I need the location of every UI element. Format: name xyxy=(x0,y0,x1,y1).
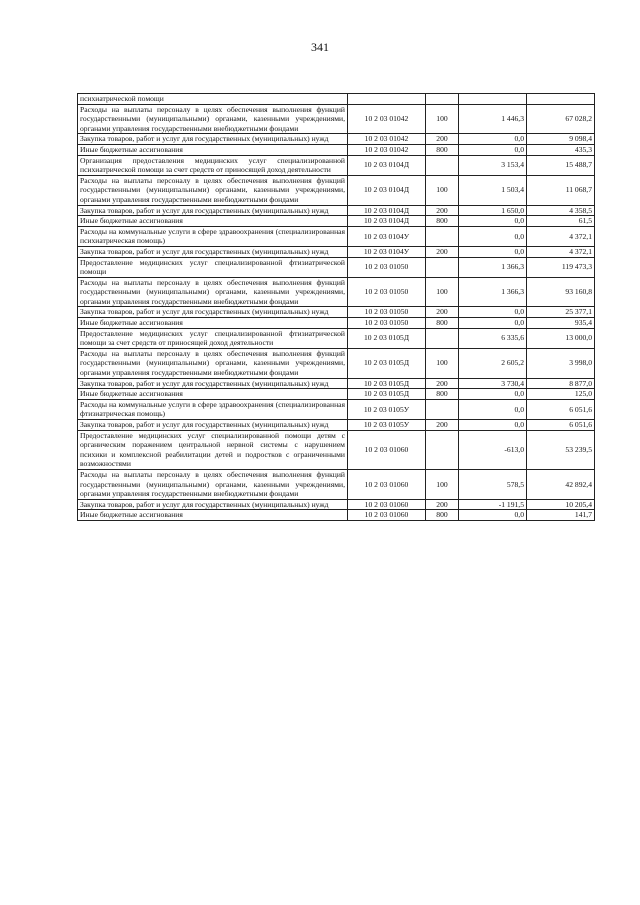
target-article-code-cell: 10 2 03 0104Д xyxy=(348,216,426,227)
table-row xyxy=(78,246,595,257)
table-row xyxy=(78,155,595,175)
table-row xyxy=(78,348,595,378)
expense-type-cell: 800 xyxy=(426,216,459,227)
target-article-code-cell: 10 2 03 0104Д xyxy=(348,155,426,175)
target-article-code-cell: 10 2 03 0105У xyxy=(348,420,426,431)
table-row xyxy=(78,104,595,134)
change-amount-cell: 0,0 xyxy=(459,318,527,329)
total-amount-cell: 4 372,1 xyxy=(527,246,595,257)
change-amount-cell: 0,0 xyxy=(459,307,527,318)
target-article-code-cell: 10 2 03 0105Д xyxy=(348,389,426,400)
expense-type-cell: 100 xyxy=(426,469,459,499)
target-article-code-cell: 10 2 03 0104Д xyxy=(348,175,426,205)
expense-type-cell xyxy=(426,94,459,105)
table-row xyxy=(78,510,595,521)
change-amount-cell: 0,0 xyxy=(459,420,527,431)
change-amount-cell: 3 153,4 xyxy=(459,155,527,175)
change-amount-cell: 6 335,6 xyxy=(459,328,527,348)
expense-type-cell: 100 xyxy=(426,175,459,205)
target-article-code-cell: 10 2 03 01050 xyxy=(348,257,426,277)
expense-name-cell: Иные бюджетные ассигнования xyxy=(78,510,348,521)
change-amount-cell: 1 366,3 xyxy=(459,257,527,277)
change-amount-cell: 0,0 xyxy=(459,216,527,227)
expense-name-cell: Закупка товаров, работ и услуг для государственных (муниципальных) нужд xyxy=(78,378,348,389)
expense-type-cell: 100 xyxy=(426,277,459,307)
expense-type-cell: 800 xyxy=(426,318,459,329)
change-amount-cell: -1 191,5 xyxy=(459,499,527,510)
table-row xyxy=(78,205,595,216)
change-amount-cell: 1 503,4 xyxy=(459,175,527,205)
expense-type-cell: 200 xyxy=(426,420,459,431)
table-row xyxy=(78,277,595,307)
table-row xyxy=(78,134,595,145)
table-row xyxy=(78,420,595,431)
table-row xyxy=(78,328,595,348)
target-article-code-cell: 10 2 03 0104У xyxy=(348,226,426,246)
target-article-code-cell: 10 2 03 01060 xyxy=(348,469,426,499)
change-amount-cell: -613,0 xyxy=(459,430,527,469)
target-article-code-cell: 10 2 03 01042 xyxy=(348,134,426,145)
table-row xyxy=(78,94,595,105)
expense-type-cell: 200 xyxy=(426,205,459,216)
expense-name-cell: Закупка товаров, работ и услуг для государственных (муниципальных) нужд xyxy=(78,307,348,318)
expense-name-cell: Иные бюджетные ассигнования xyxy=(78,144,348,155)
expense-type-cell xyxy=(426,430,459,469)
expense-type-cell: 200 xyxy=(426,307,459,318)
table-row xyxy=(78,499,595,510)
change-amount-cell: 0,0 xyxy=(459,134,527,145)
table-row xyxy=(78,226,595,246)
target-article-code-cell: 10 2 03 01042 xyxy=(348,104,426,134)
expense-type-cell xyxy=(426,155,459,175)
target-article-code-cell: 10 2 03 0105Д xyxy=(348,328,426,348)
expense-name-cell: Закупка товаров, работ и услуг для государственных (муниципальных) нужд xyxy=(78,420,348,431)
page-number: 341 xyxy=(311,40,329,54)
table-row xyxy=(78,175,595,205)
target-article-code-cell: 10 2 03 0104Д xyxy=(348,205,426,216)
expense-name-cell: Расходы на выплаты персоналу в целях обеспечения выполнения функций государственными (муниципальными) органами, казенными учреждениями, органами управления государственными внебюджетными фондами xyxy=(78,104,348,134)
target-article-code-cell xyxy=(348,94,426,105)
total-amount-cell: 935,4 xyxy=(527,318,595,329)
total-amount-cell: 141,7 xyxy=(527,510,595,521)
table-row xyxy=(78,399,595,419)
change-amount-cell: 2 605,2 xyxy=(459,348,527,378)
table-row xyxy=(78,257,595,277)
expense-name-cell: Организация предоставления медицинских услуг специализированной психиатрической помощи за счет средств от приносящей доход деятельности xyxy=(78,155,348,175)
expense-name-cell: Расходы на коммунальные услуги в сфере здравоохранения (специализированная психиатрическая помощь) xyxy=(78,226,348,246)
total-amount-cell: 4 372,1 xyxy=(527,226,595,246)
table-row xyxy=(78,307,595,318)
expense-name-cell: Закупка товаров, работ и услуг для государственных (муниципальных) нужд xyxy=(78,499,348,510)
target-article-code-cell: 10 2 03 01050 xyxy=(348,277,426,307)
target-article-code-cell: 10 2 03 0105Д xyxy=(348,348,426,378)
table-row xyxy=(78,318,595,329)
table-row xyxy=(78,430,595,469)
target-article-code-cell: 10 2 03 01060 xyxy=(348,510,426,521)
target-article-code-cell: 10 2 03 01050 xyxy=(348,318,426,329)
expense-name-cell: психиатрической помощи xyxy=(78,94,348,105)
expense-type-cell: 100 xyxy=(426,348,459,378)
expense-type-cell: 800 xyxy=(426,510,459,521)
expense-name-cell: Расходы на выплаты персоналу в целях обеспечения выполнения функций государственными (муниципальными) органами, казенными учреждениями, органами управления государственными внебюджетными фондами xyxy=(78,469,348,499)
expense-type-cell: 100 xyxy=(426,104,459,134)
expense-type-cell: 800 xyxy=(426,389,459,400)
total-amount-cell: 25 377,1 xyxy=(527,307,595,318)
total-amount-cell: 8 877,0 xyxy=(527,378,595,389)
expense-name-cell: Предоставление медицинских услуг специализированной фтизиатрической помощи xyxy=(78,257,348,277)
table-row xyxy=(78,389,595,400)
expense-name-cell: Закупка товаров, работ и услуг для государственных (муниципальных) нужд xyxy=(78,134,348,145)
expense-type-cell: 200 xyxy=(426,499,459,510)
expense-name-cell: Иные бюджетные ассигнования xyxy=(78,389,348,400)
target-article-code-cell: 10 2 03 01042 xyxy=(348,144,426,155)
expense-name-cell: Расходы на выплаты персоналу в целях обеспечения выполнения функций государственными (муниципальными) органами, казенными учреждениями, органами управления государственными внебюджетными фондами xyxy=(78,277,348,307)
change-amount-cell: 0,0 xyxy=(459,226,527,246)
change-amount-cell: 0,0 xyxy=(459,399,527,419)
total-amount-cell: 6 051,6 xyxy=(527,420,595,431)
total-amount-cell: 6 051,6 xyxy=(527,399,595,419)
expense-name-cell: Предоставление медицинских услуг специализированной фтизиатрической помощи за счет средств от приносящей доход деятельности xyxy=(78,328,348,348)
total-amount-cell: 11 068,7 xyxy=(527,175,595,205)
change-amount-cell: 1 446,3 xyxy=(459,104,527,134)
total-amount-cell xyxy=(527,94,595,105)
expense-name-cell: Расходы на выплаты персоналу в целях обеспечения выполнения функций государственными (муниципальными) органами, казенными учреждениями, органами управления государственными внебюджетными фондами xyxy=(78,175,348,205)
expense-type-cell xyxy=(426,226,459,246)
target-article-code-cell: 10 2 03 01050 xyxy=(348,307,426,318)
total-amount-cell: 9 098,4 xyxy=(527,134,595,145)
total-amount-cell: 61,5 xyxy=(527,216,595,227)
change-amount-cell: 0,0 xyxy=(459,510,527,521)
change-amount-cell: 1 650,0 xyxy=(459,205,527,216)
target-article-code-cell: 10 2 03 0105Д xyxy=(348,378,426,389)
table-row xyxy=(78,144,595,155)
total-amount-cell: 67 028,2 xyxy=(527,104,595,134)
expense-type-cell: 200 xyxy=(426,246,459,257)
expense-name-cell: Иные бюджетные ассигнования xyxy=(78,318,348,329)
expense-type-cell: 200 xyxy=(426,378,459,389)
change-amount-cell xyxy=(459,94,527,105)
expense-name-cell: Расходы на выплаты персоналу в целях обеспечения выполнения функций государственными (муниципальными) органами, казенными учреждениями, органами управления государственными внебюджетными фондами xyxy=(78,348,348,378)
table-row xyxy=(78,469,595,499)
total-amount-cell: 119 473,3 xyxy=(527,257,595,277)
table-row xyxy=(78,216,595,227)
target-article-code-cell: 10 2 03 01060 xyxy=(348,499,426,510)
total-amount-cell: 125,0 xyxy=(527,389,595,400)
expense-name-cell: Расходы на коммунальные услуги в сфере здравоохранения (специализированная фтизиатрическая помощь) xyxy=(78,399,348,419)
total-amount-cell: 435,3 xyxy=(527,144,595,155)
total-amount-cell: 15 488,7 xyxy=(527,155,595,175)
table-row xyxy=(78,378,595,389)
change-amount-cell: 3 730,4 xyxy=(459,378,527,389)
expense-type-cell xyxy=(426,257,459,277)
total-amount-cell: 93 160,8 xyxy=(527,277,595,307)
expense-name-cell: Иные бюджетные ассигнования xyxy=(78,216,348,227)
target-article-code-cell: 10 2 03 01060 xyxy=(348,430,426,469)
total-amount-cell: 53 239,5 xyxy=(527,430,595,469)
budget-table-body xyxy=(78,94,595,521)
expense-type-cell xyxy=(426,399,459,419)
total-amount-cell: 42 892,4 xyxy=(527,469,595,499)
expense-type-cell: 200 xyxy=(426,134,459,145)
total-amount-cell: 4 358,5 xyxy=(527,205,595,216)
total-amount-cell: 3 998,0 xyxy=(527,348,595,378)
target-article-code-cell: 10 2 03 0104У xyxy=(348,246,426,257)
total-amount-cell: 13 000,0 xyxy=(527,328,595,348)
expense-name-cell: Закупка товаров, работ и услуг для государственных (муниципальных) нужд xyxy=(78,205,348,216)
change-amount-cell: 0,0 xyxy=(459,246,527,257)
expense-type-cell xyxy=(426,328,459,348)
change-amount-cell: 578,5 xyxy=(459,469,527,499)
change-amount-cell: 0,0 xyxy=(459,144,527,155)
total-amount-cell: 10 205,4 xyxy=(527,499,595,510)
change-amount-cell: 1 366,3 xyxy=(459,277,527,307)
expense-name-cell: Предоставление медицинских услуг специализированной помощи детям с органическим поражением центральной нервной системы с нарушением психики и комплексной реабилитации детей и подростков с ограниченными возможностями xyxy=(78,430,348,469)
expense-name-cell: Закупка товаров, работ и услуг для государственных (муниципальных) нужд xyxy=(78,246,348,257)
expense-type-cell: 800 xyxy=(426,144,459,155)
change-amount-cell: 0,0 xyxy=(459,389,527,400)
target-article-code-cell: 10 2 03 0105У xyxy=(348,399,426,419)
budget-table xyxy=(77,93,595,521)
